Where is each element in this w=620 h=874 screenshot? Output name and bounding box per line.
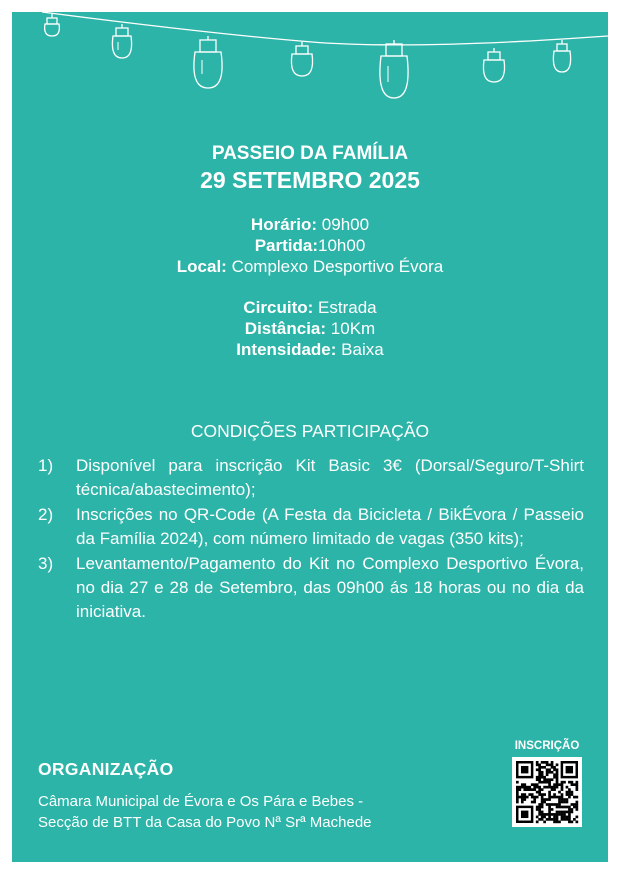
- local-line: [12, 256, 608, 277]
- intensidade-label: Intensidade:: [236, 340, 337, 359]
- condition-text: Disponível para inscrição Kit Basic 3€ (Dorsal/Seguro/T-Shirt técnica/abastecimento);: [76, 456, 584, 500]
- organization-title: ORGANIZAÇÃO: [38, 759, 174, 779]
- intensidade-line: [12, 339, 608, 360]
- distancia-line: [12, 318, 608, 339]
- horario-value: 09h00: [321, 215, 370, 234]
- condition-item: [38, 454, 584, 503]
- light-bulb-icon: [194, 36, 222, 88]
- partida-value: 10h00: [318, 236, 366, 255]
- partida-line: [12, 235, 608, 256]
- condition-number: 2): [38, 504, 54, 524]
- qr-code-icon: [512, 757, 582, 827]
- horario-line: [12, 214, 608, 235]
- organization-text: [38, 791, 372, 833]
- local-label: Local:: [176, 257, 227, 276]
- condition-number: 1): [38, 456, 54, 475]
- condition-item: [38, 552, 584, 625]
- circuito-line: [12, 297, 608, 318]
- circuito-label: Circuito:: [243, 298, 314, 317]
- string-lights-decoration: [12, 12, 608, 122]
- condition-text: Inscrições no QR-Code (A Festa da Bicicleta / BikÉvora / Passeio da Família 2024), com número limitado de vagas (350 kits);: [76, 504, 584, 549]
- registration-qr-code[interactable]: [512, 757, 582, 827]
- registration-label: INSCRIÇÃO: [514, 740, 580, 752]
- organization-line: Secção de BTT da Casa do Povo Nª Srª Machede: [38, 814, 372, 831]
- condition-text: Levantamento/Pagamento do Kit no Complexo Desportivo Évora, no dia 27 e 28 de Setembro, das 09h00 ás 18 horas ou no dia da iniciativa.: [76, 553, 584, 622]
- event-date: 29 SETEMBRO 2025: [200, 167, 420, 193]
- condition-number: 3): [38, 553, 54, 573]
- event-title: PASSEIO DA FAMÍLIA: [211, 143, 409, 164]
- light-bulb-icon: [112, 24, 131, 58]
- light-bulb-icon: [553, 40, 570, 72]
- condition-item: [38, 503, 584, 552]
- partida-label: Partida:: [254, 236, 318, 255]
- intensidade-value: Baixa: [341, 340, 384, 359]
- organization-line: Câmara Municipal de Évora e Os Pára e Bebes -: [38, 793, 364, 810]
- horario-label: Horário:: [250, 215, 318, 234]
- distancia-label: Distância:: [244, 319, 327, 338]
- poster-panel: [12, 12, 608, 862]
- circuito-value: Estrada: [318, 298, 377, 317]
- local-value: Complexo Desportivo Évora: [231, 257, 444, 276]
- route-block: [12, 297, 608, 360]
- light-bulb-icon: [291, 42, 312, 76]
- light-bulb-icon: [483, 48, 504, 82]
- light-bulb-icon: [380, 40, 408, 98]
- distancia-value: 10Km: [330, 319, 376, 338]
- schedule-block: [12, 214, 608, 277]
- conditions-title: CONDIÇÕES PARTICIPAÇÃO: [190, 421, 430, 441]
- light-bulb-icon: [45, 14, 60, 36]
- conditions-list: [38, 454, 584, 625]
